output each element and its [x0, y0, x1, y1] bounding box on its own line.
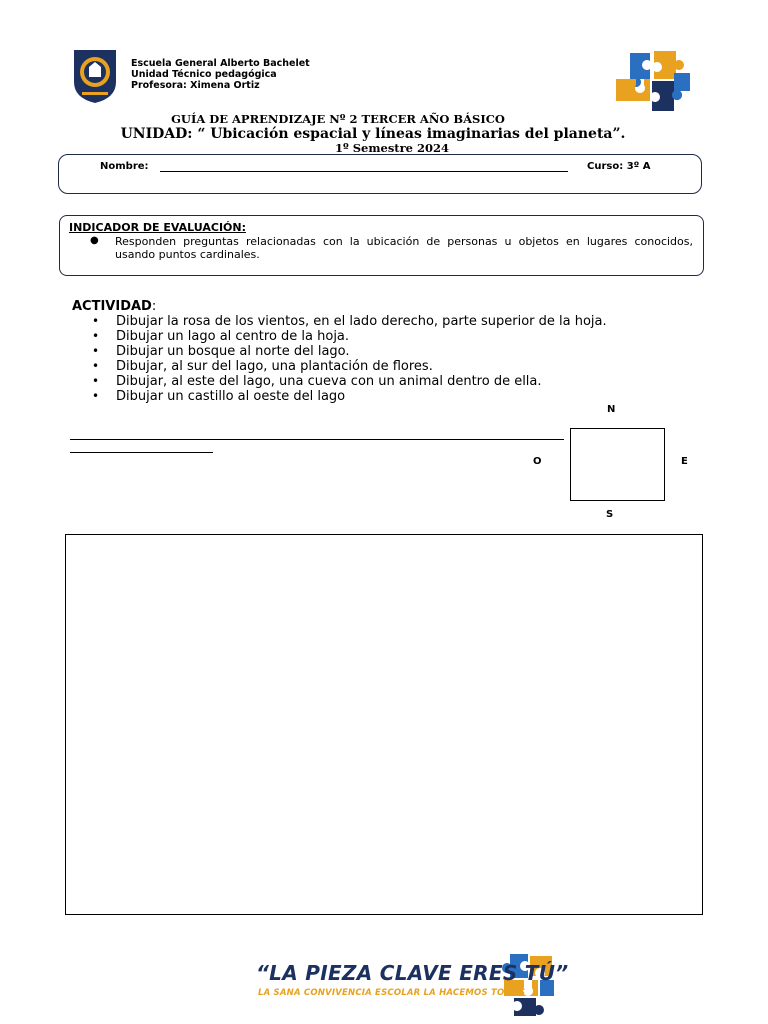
- school-info: [131, 58, 310, 91]
- compass-east-label: E: [681, 456, 688, 467]
- activity-title: [72, 299, 156, 314]
- unit-title: UNIDAD: “ Ubicación espacial y líneas imaginarias del planeta”.: [120, 126, 626, 142]
- puzzle-pieces-icon: [612, 45, 698, 120]
- activity-list: [92, 314, 607, 404]
- list-item: • Dibujar, al este del lago, una cueva con un animal dentro de ella.: [92, 374, 607, 389]
- teacher-name: Profesora: Ximena Ortiz: [131, 80, 260, 91]
- compass-south-label: S: [606, 509, 614, 520]
- department-name: Unidad Técnico pedagógica: [131, 69, 277, 80]
- activity-title-colon: :: [151, 299, 157, 314]
- indicator-title: INDICADOR DE EVALUACIÓN:: [69, 221, 247, 234]
- semester-label: 1º Semestre 2024: [334, 141, 450, 155]
- footer-slogan: “LA PIEZA CLAVE ERES TÚ”: [256, 961, 569, 985]
- student-info-box: [58, 154, 702, 194]
- course-label: Curso: 3º A: [587, 161, 651, 172]
- bullet-icon: ●: [90, 235, 99, 246]
- compass-west-label: O: [533, 456, 542, 467]
- name-input-line[interactable]: [160, 171, 568, 172]
- list-item: • Dibujar un bosque al norte del lago.: [92, 344, 607, 359]
- list-item: • Dibujar la rosa de los vientos, en el lado derecho, parte superior de la hoja.: [92, 314, 607, 329]
- name-label: Nombre:: [100, 161, 149, 172]
- guide-title: GUÍA DE APRENDIZAJE Nº 2 TERCER AÑO BÁSICO: [171, 112, 505, 126]
- compass-north-label: N: [607, 404, 616, 415]
- school-name: Escuela General Alberto Bachelet: [131, 58, 310, 69]
- footer-subslogan: LA SANA CONVIVENCIA ESCOLAR LA HACEMOS TODOS: [258, 988, 526, 998]
- drawing-area[interactable]: [65, 534, 703, 915]
- school-crest-icon: [72, 48, 118, 104]
- compass-drawing-box[interactable]: [570, 428, 665, 501]
- list-item: • Dibujar, al sur del lago, una plantación de flores.: [92, 359, 607, 374]
- answer-line[interactable]: [70, 439, 564, 440]
- answer-line[interactable]: [70, 452, 213, 453]
- indicator-text: Responden preguntas relacionadas con la ubicación de personas u objetos en lugares conocidos, usando puntos cardinales.: [115, 235, 693, 261]
- list-item: • Dibujar un castillo al oeste del lago: [92, 389, 607, 404]
- list-item: • Dibujar un lago al centro de la hoja.: [92, 329, 607, 344]
- activity-title-text: ACTIVIDAD: [72, 299, 152, 314]
